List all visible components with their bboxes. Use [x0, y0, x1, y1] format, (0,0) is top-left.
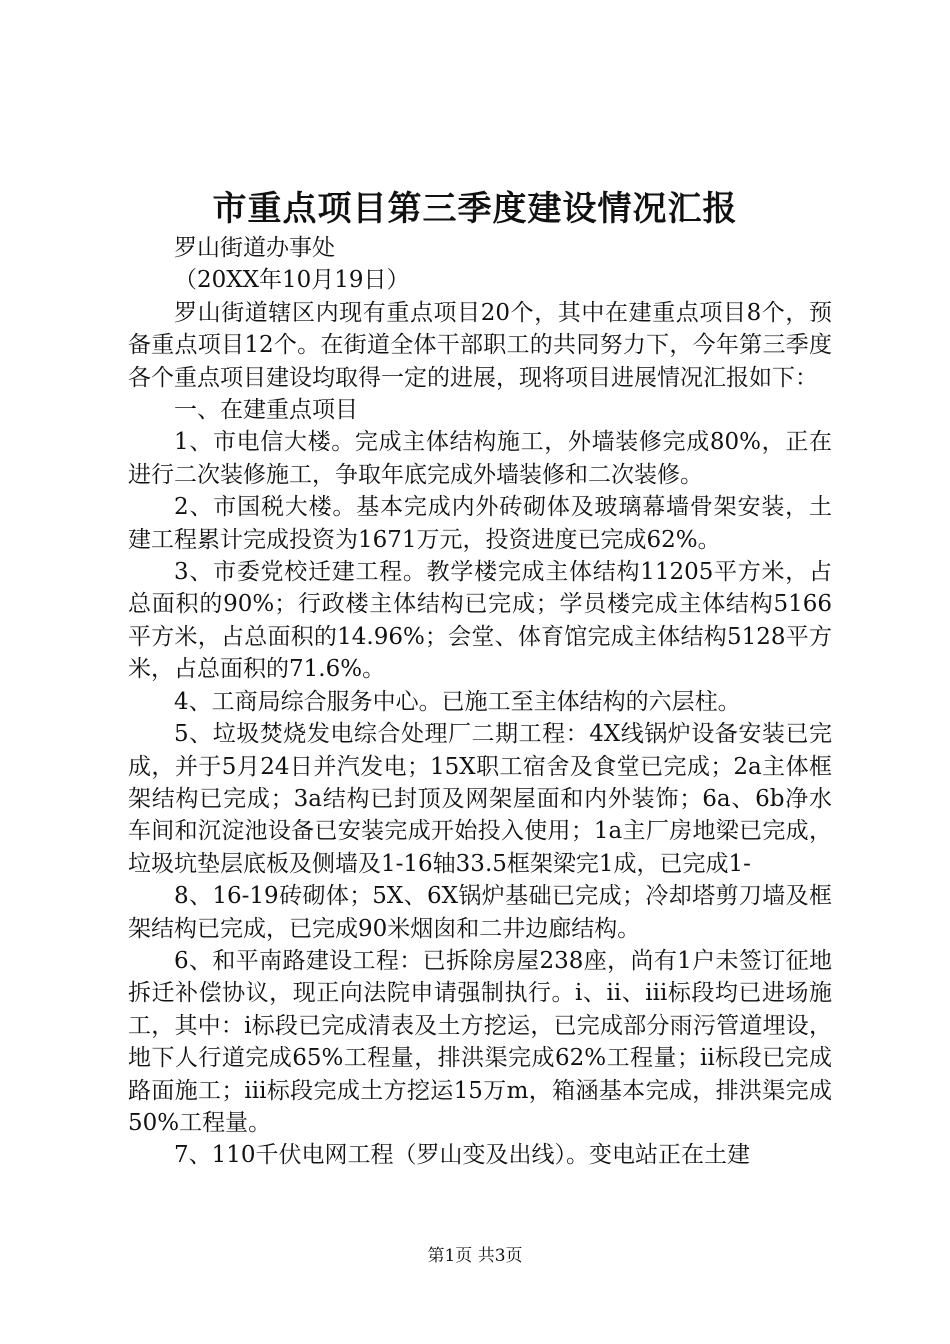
body-paragraph: 7、110千伏电网工程（罗山变及出线）。变电站正在土建	[174, 1142, 751, 1169]
body-paragraph: 2、市国税大楼。基本完成内外砖砌体及玻璃幕墙骨架安装，土建工程累计完成投资为1671万元，投资进度已完成62%。	[128, 494, 832, 553]
section-heading: 一、在建重点项目	[174, 397, 358, 424]
page-number-footer: 第1页 共3页	[427, 1246, 523, 1266]
intro-paragraph: 罗山街道辖区内现有重点项目20个，其中在建重点项目8个，预备重点项目12个。在街道全体干部职工的共同努力下，今年第三季度各个重点项目建设均取得一定的进展，现将项目进展情况汇报如下：	[128, 299, 832, 391]
body-paragraph: 3、市委党校迁建工程。教学楼完成主体结构11205平方米，占总面积的90%；行政楼主体结构已完成；学员楼完成主体结构5166平方米，占总面积的14.96%；会堂、体育馆完成主体结构5128平方米，占总面积的71.6%。	[128, 559, 832, 683]
body-paragraph: 8、16-19砖砌体；5X、6X锅炉基础已完成；冷却塔剪刀墙及框架结构已完成，已完成90米烟囱和二井边廊结构。	[128, 883, 832, 942]
body-paragraph: 6、和平南路建设工程：已拆除房屋238座，尚有1户未签订征地拆迁补偿协议，现正向法院申请强制执行。i、ii、iii标段均已进场施工，其中：i标段已完成清表及土方挖运，已完成部分雨污管道埋设，地下人行道完成65%工程量，排洪渠完成62%工程量；ii标段已完成路面施工；iii标段完成土方挖运15万m，箱涵基本完成，排洪渠完成50%工程量。	[128, 947, 832, 1136]
body-paragraph: 1、市电信大楼。完成主体结构施工，外墙装修完成80%，正在进行二次装修施工，争取年底完成外墙装修和二次装修。	[128, 429, 832, 488]
author-line: 罗山街道办事处	[174, 235, 335, 261]
body-paragraph: 5、垃圾焚烧发电综合处理厂二期工程：4X线锅炉设备安装已完成，并于5月24日并汽发电；15X职工宿舍及食堂已完成；2a主体框架结构已完成；3a结构已封顶及网架屋面和内外装饰；6a、6b净水车间和沉淀池设备已安装完成开始投入使用；1a主厂房地梁已完成，垃圾坑垫层底板及侧墙及1-16轴33.5框架梁完1成，已完成1-	[128, 721, 832, 877]
body-paragraph: 4、工商局综合服务中心。已施工至主体结构的六层柱。	[174, 688, 741, 715]
date-line: （20XX年10月19日）	[174, 267, 410, 294]
document-title: 市重点项目第三季度建设情况汇报	[212, 189, 738, 229]
document-body	[128, 232, 832, 1172]
